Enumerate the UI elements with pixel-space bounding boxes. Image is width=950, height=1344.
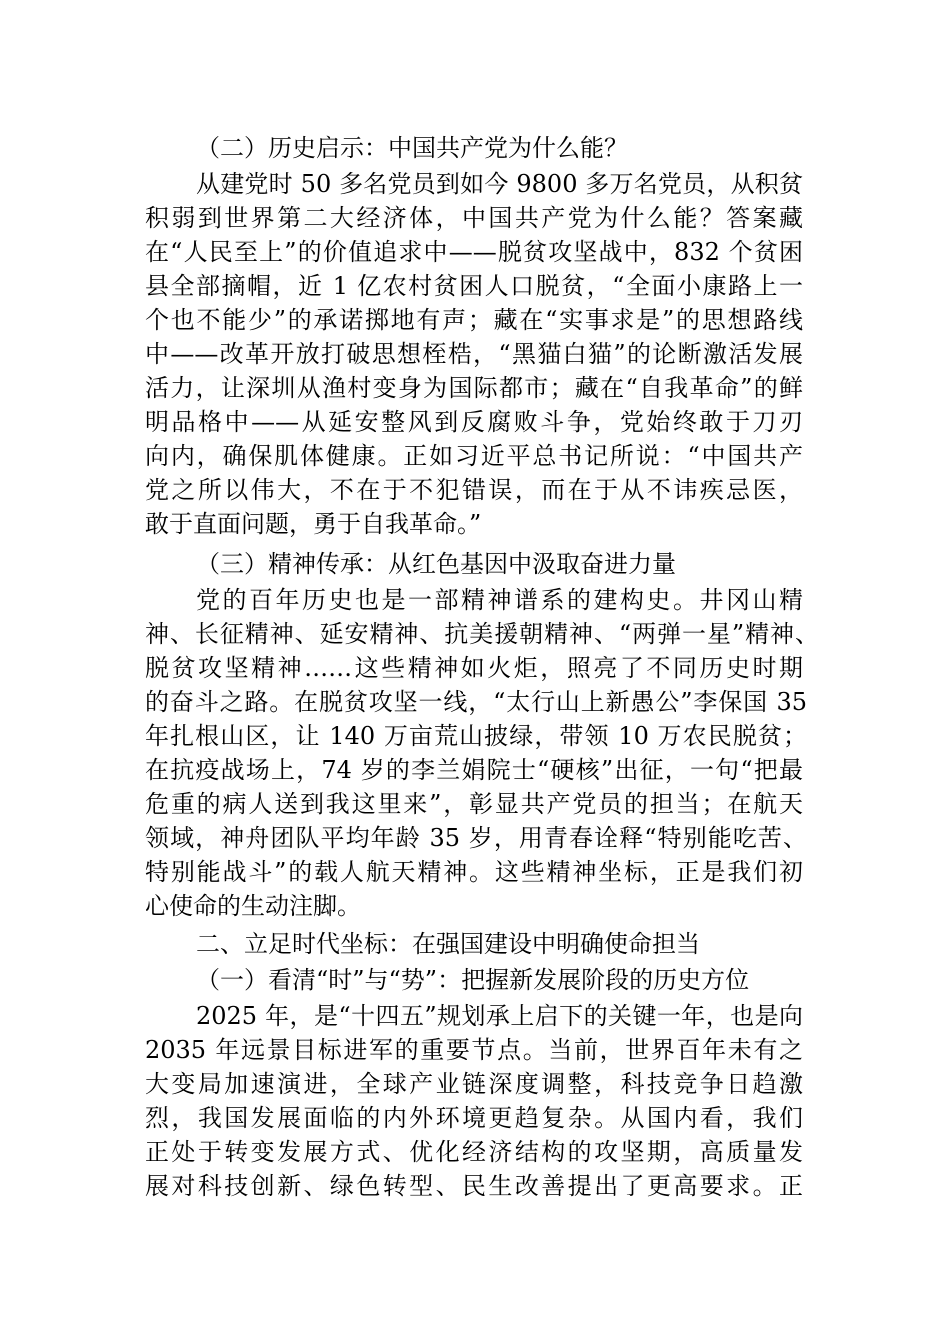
paragraph-line: 的奋斗之路。在脱贫攻坚一线，“太行山上新愚公”李保国 35 bbox=[145, 688, 807, 716]
paragraph-line: 党的百年历史也是一部精神谱系的建构史。井冈山精 bbox=[196, 586, 803, 614]
paragraph-line: 烈，我国发展面临的内外环境更趋复杂。从国内看，我们 bbox=[145, 1104, 803, 1132]
paragraph-line: 脱贫攻坚精神……这些精神如火炬，照亮了不同历史时期 bbox=[145, 654, 803, 682]
paragraph-line: 正处于转变发展方式、优化经济结构的攻坚期，高质量发 bbox=[145, 1138, 803, 1166]
paragraph-line: 积弱到世界第二大经济体，中国共产党为什么能？答案藏 bbox=[145, 204, 803, 232]
paragraph-line: 特别能战斗”的载人航天精神。这些精神坐标，正是我们初 bbox=[145, 858, 803, 886]
paragraph-line: 中——改革开放打破思想桎梏，“黑猫白猫”的论断激活发展 bbox=[145, 340, 803, 368]
paragraph-line: 大变局加速演进，全球产业链深度调整，科技竞争日趋激 bbox=[145, 1070, 803, 1098]
paragraph-line: 年扎根山区，让 140 万亩荒山披绿，带领 10 万农民脱贫； bbox=[145, 722, 807, 750]
paragraph-line: 敢于直面问题，勇于自我革命。” bbox=[145, 510, 482, 538]
paragraph-line: 心使命的生动注脚。 bbox=[145, 892, 361, 920]
paragraph-line: 向内，确保肌体健康。正如习近平总书记所说：“中国共产 bbox=[145, 442, 803, 470]
subheading-spiritual-inheritance: （三）精神传承：从红色基因中汲取奋进力量 bbox=[196, 550, 676, 578]
subheading-time-and-trend: （一）看清“时”与“势”：把握新发展阶段的历史方位 bbox=[196, 966, 750, 994]
paragraph-line: 明品格中——从延安整风到反腐败斗争，党始终敢于刀刃 bbox=[145, 408, 803, 436]
paragraph-line: 活力，让深圳从渔村变身为国际都市；藏在“自我革命”的鲜 bbox=[145, 374, 803, 402]
paragraph-line: 领域，神舟团队平均年龄 35 岁，用青春诠释“特别能吃苦、 bbox=[145, 824, 807, 852]
paragraph-line: 危重的病人送到我这里来”，彰显共产党员的担当；在航天 bbox=[145, 790, 803, 818]
section-heading-era-coordinates: 二、立足时代坐标：在强国建设中明确使命担当 bbox=[196, 930, 700, 958]
paragraph-line: 在抗疫战场上，74 岁的李兰娟院士“硬核”出征，一句“把最 bbox=[145, 756, 803, 784]
paragraph-line: 从建党时 50 多名党员到如今 9800 多万名党员，从积贫 bbox=[196, 170, 803, 198]
paragraph-line: 个也不能少”的承诺掷地有声；藏在“实事求是”的思想路线 bbox=[145, 306, 803, 334]
paragraph-line: 2035 年远景目标进军的重要节点。当前，世界百年未有之 bbox=[145, 1036, 803, 1064]
subheading-historical-insight: （二）历史启示：中国共产党为什么能？ bbox=[196, 134, 628, 162]
paragraph-line: 在“人民至上”的价值追求中——脱贫攻坚战中，832 个贫困 bbox=[145, 238, 803, 266]
paragraph-line: 展对科技创新、绿色转型、民生改善提出了更高要求。正 bbox=[145, 1172, 803, 1200]
paragraph-line: 县全部摘帽，近 1 亿农村贫困人口脱贫，“全面小康路上一 bbox=[145, 272, 803, 300]
paragraph-line: 神、长征精神、延安精神、抗美援朝精神、“两弹一星”精神、 bbox=[145, 620, 819, 648]
paragraph-line: 党之所以伟大，不在于不犯错误，而在于从不讳疾忌医， bbox=[145, 476, 803, 504]
paragraph-line: 2025 年，是“十四五”规划承上启下的关键一年，也是向 bbox=[196, 1002, 803, 1030]
